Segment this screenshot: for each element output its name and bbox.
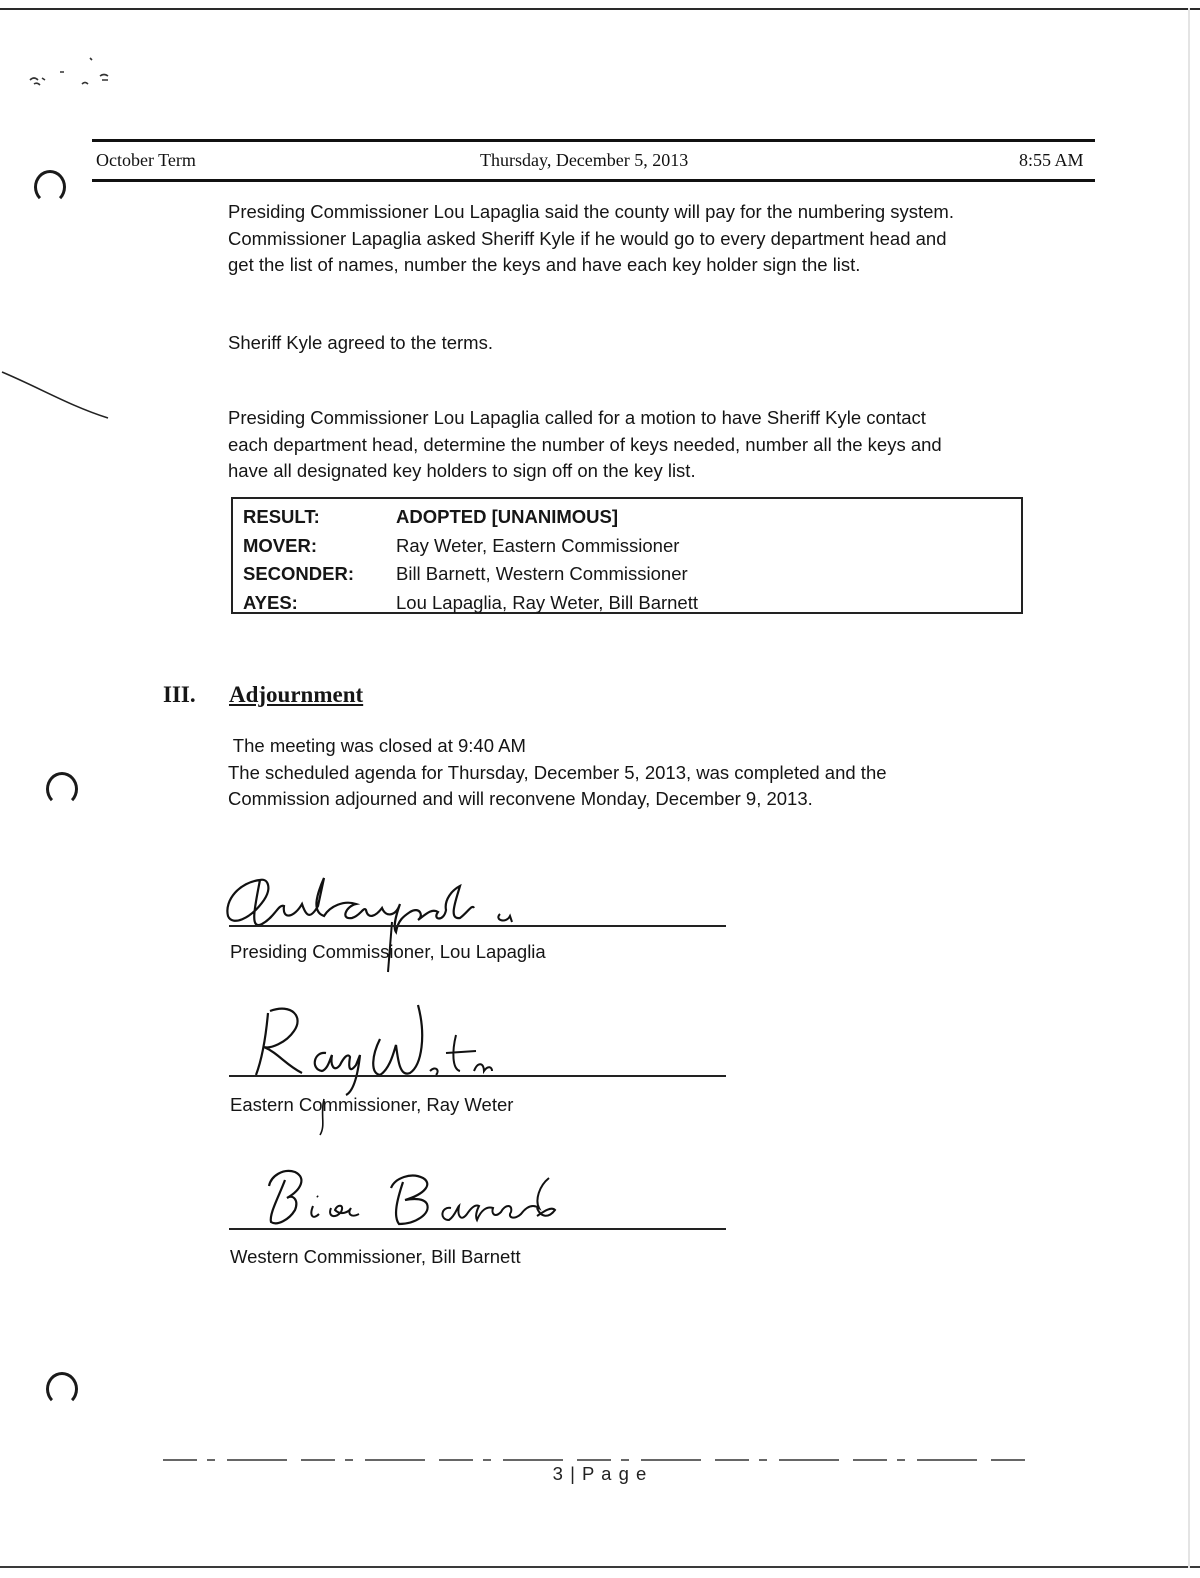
paragraph-motion [228,405,1048,485]
scan-bottom-edge [0,1566,1200,1568]
signature-line [229,1075,726,1077]
vote-row-seconder [243,560,1021,589]
paragraph-line: Presiding Commissioner Lou Lapaglia said the county will pay for the numbering system. [228,201,954,222]
vote-value: ADOPTED [UNANIMOUS] [396,506,618,528]
section-title: Adjournment [229,682,364,707]
vote-label: AYES: [243,591,298,613]
header-rule-bottom [92,179,1095,182]
paragraph-line: have all designated key holders to sign off on the key list. [228,460,696,481]
paragraph-line: Presiding Commissioner Lou Lapaglia called for a motion to have Sheriff Kyle contact [228,407,926,428]
paragraph-line: Commissioner Lapaglia asked Sheriff Kyle if he would go to every department head and [228,227,947,249]
header-rule-top [92,139,1095,142]
header-term: October Term [96,150,196,170]
punch-hole-top [34,170,66,204]
page-number: 3 | P a g e [552,1463,648,1484]
signature-caption: Presiding Commissioner, Lou Lapaglia [230,941,546,962]
vote-row-result [243,503,1021,532]
paragraph-adjournment [228,733,1048,813]
vote-value: Bill Barnett, Western Commissioner [396,563,688,585]
signature-caption: Western Commissioner, Bill Barnett [230,1246,521,1267]
scan-stray-stroke [0,366,120,426]
scan-specks [20,50,120,100]
punch-hole-middle [46,772,78,806]
paragraph-sheriff-agreed [228,330,1048,357]
section-number: III. [163,682,196,707]
vote-label: RESULT: [243,506,320,528]
paragraph-line: Sheriff Kyle agreed to the terms. [228,332,493,353]
paragraph-line: each department head, determine the number of keys needed, number all the keys and [228,433,942,455]
scan-right-edge [1188,8,1190,1568]
signature-line [229,1228,726,1230]
signature-ray-weter [230,995,530,1145]
signature-line [229,925,726,927]
vote-value: Lou Lapaglia, Ray Weter, Bill Barnett [396,591,698,613]
vote-result-table [231,497,1023,614]
vote-label: MOVER: [243,534,317,556]
footer-dashed-rule [163,1458,1033,1462]
punch-hole-bottom [46,1372,78,1406]
vote-row-mover [243,532,1021,561]
vote-row-ayes [243,589,1021,618]
vote-value: Ray Weter, Eastern Commissioner [396,534,680,556]
scan-top-edge [0,8,1200,10]
header-date: Thursday, December 5, 2013 [480,150,689,170]
header-time: 8:55 AM [1019,150,1084,170]
paragraph-line: get the list of names, number the keys and have each key holder sign the list. [228,254,861,275]
paragraph-line: Commission adjourned and will reconvene Monday, December 9, 2013. [228,788,813,809]
paragraph-numbering-system [228,199,1048,279]
paragraph-line: The scheduled agenda for Thursday, December 5, 2013, was completed and the [228,761,887,783]
paragraph-line: The meeting was closed at 9:40 AM [228,735,526,756]
signature-caption: Eastern Commissioner, Ray Weter [230,1094,514,1115]
vote-label: SECONDER: [243,563,355,585]
